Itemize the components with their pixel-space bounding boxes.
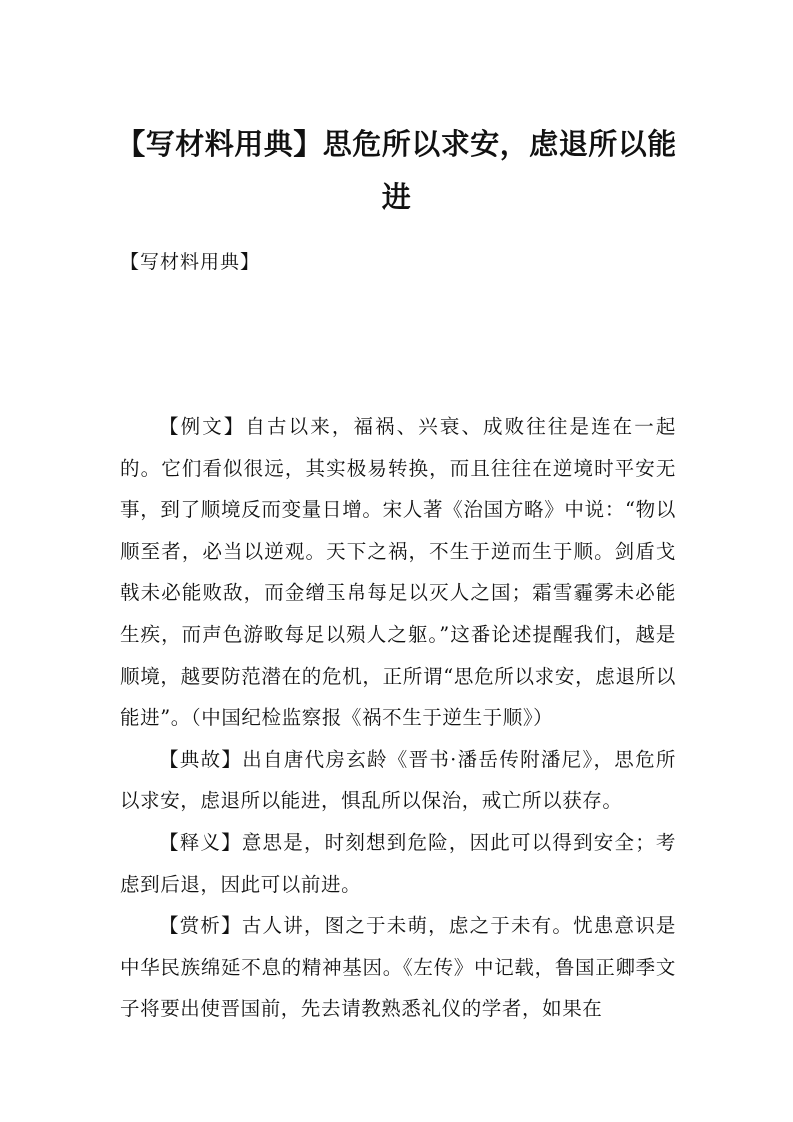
paragraph-tag: 【释义】	[159, 830, 242, 854]
document-body	[120, 406, 676, 1030]
document-title: 【写材料用典】思危所以求安，虑退所以能进	[116, 127, 677, 214]
paragraph-tag: 【赏析】	[159, 914, 242, 938]
document-subtitle: 【写材料用典】	[120, 251, 261, 273]
paragraph-appreciation	[120, 905, 676, 1030]
paragraph-text: 古人讲，图之于未萌，虑之于未有。忧患意识是中华民族绵延不息的精神基因。《左传》中记载，鲁国正卿季文子将要出使晋国前，先去请教熟悉礼仪的学者，如果在	[120, 914, 676, 1021]
paragraph-allusion	[120, 739, 676, 822]
paragraph-text: 出自唐代房玄龄《晋书·潘岳传附潘尼》，思危所以求安，虑退所以能进，惧乱所以保治，戒亡所以获存。	[120, 747, 676, 813]
paragraph-text: 意思是，时刻想到危险，因此可以得到安全；考虑到后退，因此可以前进。	[120, 830, 676, 896]
paragraph-meaning	[120, 822, 676, 905]
paragraph-tag: 【典故】	[159, 747, 243, 771]
paragraph-text: 自古以来，福祸、兴衰、成败往往是连在一起的。它们看似很远，其实极易转换，而且往往在逆境时平安无事，到了顺境反而变量日增。宋人著《治国方略》中说：“物以顺至者，必当以逆观。天下之祸，不生于逆而生于顺。剑盾戈戟未必能败敌，而金缯玉帛每足以灭人之国；霜雪霾雾未必能生疾，而声色游畋每足以殒人之躯。”这番论述提醒我们，越是顺境，越要防范潜在的危机，正所谓“思危所以求安，虑退所以能进”。（中国纪检监察报《祸不生于逆生于顺》）	[120, 415, 676, 730]
paragraph-tag: 【例文】	[159, 415, 246, 438]
paragraph-example	[120, 406, 676, 739]
